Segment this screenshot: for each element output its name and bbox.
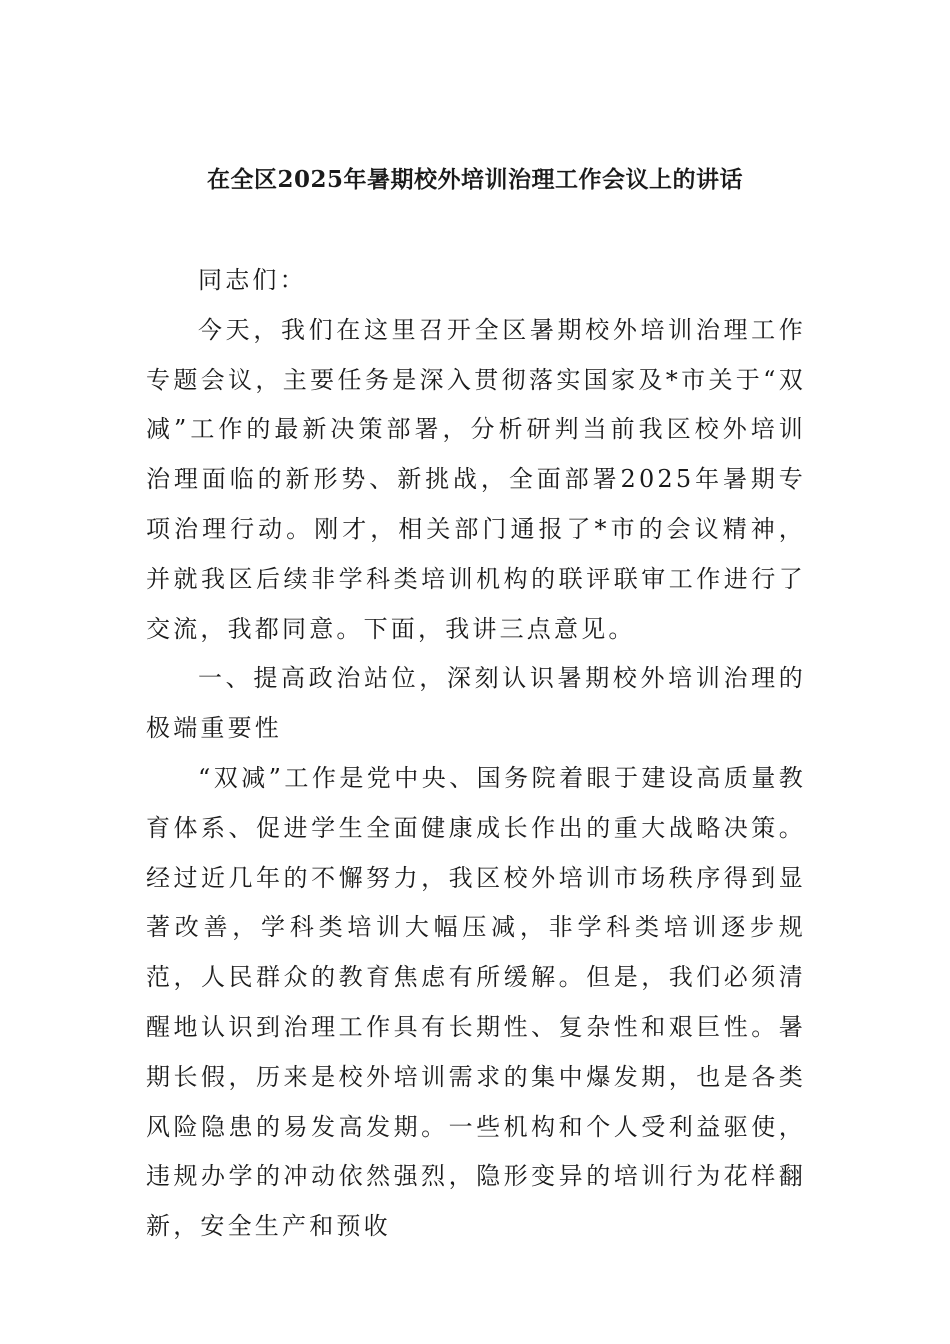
section-heading-1: 一、提高政治站位，深刻认识暑期校外培训治理的极端重要性 <box>146 664 806 743</box>
document-title: 在全区2025年暑期校外培训治理工作会议上的讲话 <box>206 166 743 193</box>
salutation-paragraph: 同志们： <box>198 266 307 294</box>
opening-paragraph: 今天，我们在这里召开全区暑期校外培训治理工作专题会议，主要任务是深入贯彻落实国家及*市关于“双减”工作的最新决策部署，分析研判当前我区校外培训治理面临的新形势、新挑战，全面部署2025年暑期专项治理行动。刚才，相关部门通报了*市的会议精神，并就我区后续非学科类培训机构的联评联审工作进行了交流，我都同意。下面，我讲三点意见。 <box>146 315 806 643</box>
document-body <box>146 256 806 1252</box>
section-1-paragraph: “双减”工作是党中央、国务院着眼于建设高质量教育体系、促进学生全面健康成长作出的重大战略决策。经过近几年的不懈努力，我区校外培训市场秩序得到显著改善，学科类培训大幅压减，非学科类培训逐步规范，人民群众的教育焦虑有所缓解。但是，我们必须清醒地认识到治理工作具有长期性、复杂性和艰巨性。暑期长假，历来是校外培训需求的集中爆发期，也是各类风险隐患的易发高发期。一些机构和个人受利益驱使，违规办学的冲动依然强烈，隐形变异的培训行为花样翻新，安全生产和预收 <box>146 763 806 1241</box>
